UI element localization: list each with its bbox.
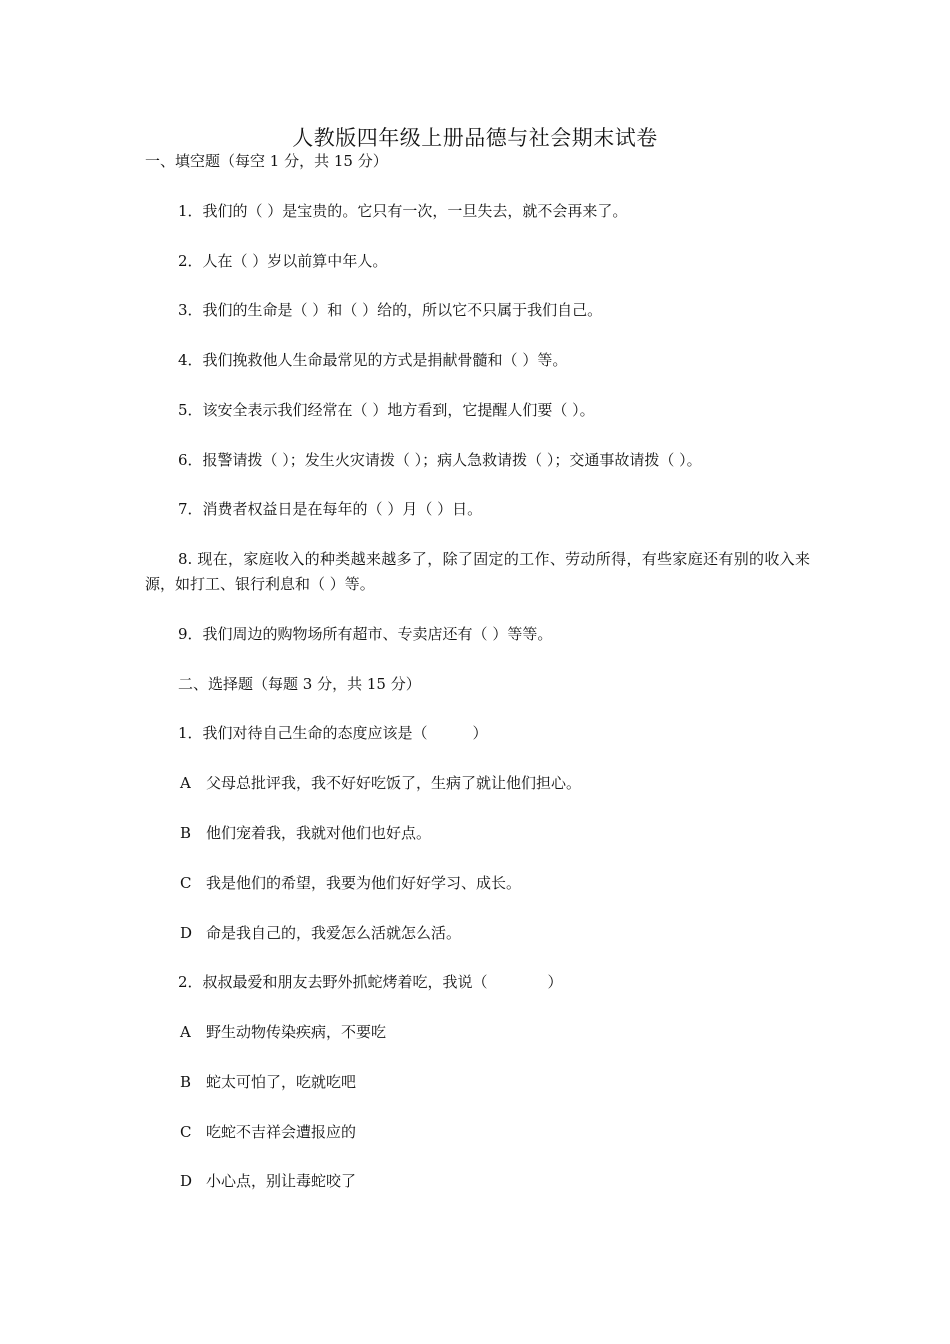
choice-q1-option-a bbox=[180, 772, 581, 794]
choice-q2-option-a bbox=[180, 1021, 386, 1043]
choice-q1-option-b bbox=[180, 822, 431, 844]
option-text: 吃蛇不吉祥会遭报应的 bbox=[206, 1123, 357, 1141]
option-text: 父母总批评我，我不好好吃饭了，生病了就让他们担心。 bbox=[206, 774, 582, 792]
option-text: 命是我自己的，我爱怎么活就怎么活。 bbox=[206, 924, 462, 942]
choice-question-1-stem: 1．我们对待自己生命的态度应该是（ ） bbox=[178, 724, 488, 742]
option-letter: A bbox=[180, 774, 191, 792]
fill-question-7: 7．消费者权益日是在每年的（ ）月（ ）日。 bbox=[178, 500, 483, 518]
fill-question-8: 8. 现在，家庭收入的种类越来越多了，除了固定的工作、劳动所得，有些家庭还有别的收入来源，如打工、银行利息和（ ）等。 bbox=[145, 550, 810, 593]
choice-q2-option-b bbox=[180, 1071, 356, 1093]
fill-question-2: 2．人在（ ）岁以前算中年人。 bbox=[178, 252, 388, 270]
option-text: 他们宠着我，我就对他们也好点。 bbox=[206, 824, 432, 842]
fill-question-9: 9．我们周边的购物场所有超市、专卖店还有（ ）等等。 bbox=[178, 625, 553, 643]
exam-title: 人教版四年级上册品德与社会期末试卷 bbox=[292, 126, 658, 150]
option-letter: B bbox=[180, 1073, 192, 1091]
choice-q1-option-c bbox=[180, 872, 521, 894]
option-letter: C bbox=[180, 1123, 192, 1141]
choice-q2-option-d bbox=[180, 1170, 356, 1192]
fill-question-3: 3．我们的生命是（ ）和（ ）给的，所以它不只属于我们自己。 bbox=[178, 301, 603, 319]
fill-question-1: 1．我们的（ ）是宝贵的。它只有一次，一旦失去，就不会再来了。 bbox=[178, 202, 628, 220]
section-2-heading: 二、选择题（每题 3 分，共 15 分） bbox=[178, 675, 421, 693]
option-letter: D bbox=[180, 924, 193, 942]
fill-question-4: 4．我们挽救他人生命最常见的方式是捐献骨髓和（ ）等。 bbox=[178, 351, 568, 369]
choice-question-2-stem: 2．叔叔最爱和朋友去野外抓蛇烤着吃，我说（ ） bbox=[178, 973, 563, 991]
option-text: 我是他们的希望，我要为他们好好学习、成长。 bbox=[206, 874, 522, 892]
option-text: 蛇太可怕了，吃就吃吧 bbox=[206, 1073, 357, 1091]
fill-question-6: 6．报警请拨（ ）；发生火灾请拨（ ）；病人急救请拨（ ）；交通事故请拨（ ）。 bbox=[178, 451, 702, 469]
section-1-heading: 一、填空题（每空 1 分，共 15 分） bbox=[145, 152, 388, 170]
option-letter: A bbox=[180, 1023, 191, 1041]
option-letter: B bbox=[180, 824, 192, 842]
option-text: 小心点，别让毒蛇咬了 bbox=[206, 1172, 357, 1190]
choice-q1-option-d bbox=[180, 922, 461, 944]
fill-question-5: 5．该安全表示我们经常在（ ）地方看到，它提醒人们要（ ）。 bbox=[178, 401, 595, 419]
option-text: 野生动物传染疾病，不要吃 bbox=[206, 1023, 387, 1041]
option-letter: C bbox=[180, 874, 192, 892]
option-letter: D bbox=[180, 1172, 193, 1190]
choice-q2-option-c bbox=[180, 1121, 356, 1143]
